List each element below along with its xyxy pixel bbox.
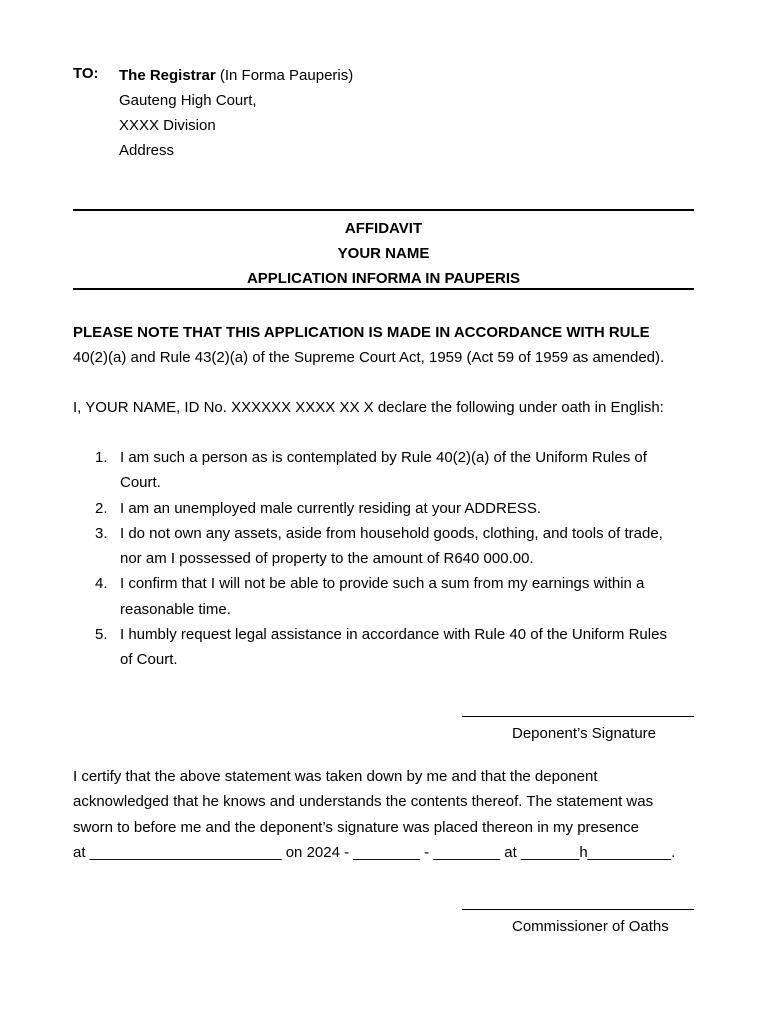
commissioner-label: Commissioner of Oaths	[512, 918, 669, 935]
title-application: APPLICATION INFORMA IN PAUPERIS	[246, 270, 521, 287]
list-item-text: I humbly request legal assistance in accordance with Rule 40 of the Uniform Rules	[120, 626, 667, 644]
list-item-number: 1.	[95, 449, 108, 466]
list-item-text: I am an unemployed male currently residing at your ADDRESS.	[120, 499, 542, 517]
list-item-number: 5.	[95, 626, 108, 644]
title-your-name: YOUR NAME	[337, 245, 430, 262]
title-bottom-rule	[73, 288, 694, 290]
addressee-line-division: XXXX Division	[119, 117, 216, 134]
certification-line-3: sworn to before me and the deponent’s signature was placed thereon in my presence	[73, 818, 639, 836]
list-item-number: 2.	[95, 499, 108, 517]
list-item	[95, 445, 695, 496]
list-item-text: I am such a person as is contemplated by Rule 40(2)(a) of the Uniform Rules of	[120, 449, 647, 466]
registrar-name: The Registrar	[119, 67, 216, 84]
list-item-text: of Court.	[120, 651, 178, 669]
list-item	[95, 521, 695, 572]
deponent-signature-line	[462, 716, 694, 717]
title-top-rule	[73, 209, 694, 211]
addressee-line-court: Gauteng High Court,	[119, 92, 257, 109]
declaration-text: I, YOUR NAME, ID No. XXXXXX XXXX XX X declare the following under oath in English:	[73, 399, 664, 416]
addressee-line-registrar	[119, 63, 519, 88]
list-item-text: I do not own any assets, aside from household goods, clothing, and tools of trade,	[120, 524, 663, 542]
certification-line-1: I certify that the above statement was taken down by me and that the deponent	[73, 768, 598, 785]
affidavit-title	[73, 216, 694, 291]
list-item-number: 4.	[95, 575, 108, 593]
note-line-2: 40(2)(a) and Rule 43(2)(a) of the Supreme Court Act, 1959 (Act 59 of 1959 as amended).	[73, 349, 665, 366]
to-label: TO:	[73, 65, 99, 82]
title-affidavit: AFFIDAVIT	[344, 220, 423, 237]
list-item-text: Court.	[120, 474, 161, 492]
certification-text	[73, 764, 713, 865]
rule-note	[73, 320, 713, 370]
list-item-text: I confirm that I will not be able to provide such a sum from my earnings within a	[120, 575, 645, 593]
list-item	[95, 496, 695, 521]
certification-line-2: acknowledged that he knows and understands the contents thereof. The statement was	[73, 793, 654, 811]
registrar-note: (In Forma Pauperis)	[215, 67, 354, 84]
statement-list	[95, 445, 695, 673]
list-item-text: reasonable time.	[120, 600, 231, 618]
list-item	[95, 571, 695, 622]
deponent-signature-label: Deponent’s Signature	[512, 725, 656, 742]
certification-line-4: at _______________________ on 2024 - ________ - ________ at _______h__________.	[73, 843, 676, 861]
list-item-text: nor am I possessed of property to the amount of R640 000.00.	[120, 550, 534, 568]
addressee-line-address: Address	[119, 142, 175, 159]
note-line-1: PLEASE NOTE THAT THIS APPLICATION IS MADE IN ACCORDANCE WITH RULE	[73, 324, 650, 341]
list-item	[95, 622, 695, 673]
list-item-number: 3.	[95, 524, 108, 542]
addressee-lines	[119, 63, 519, 163]
commissioner-signature-line	[462, 909, 694, 910]
